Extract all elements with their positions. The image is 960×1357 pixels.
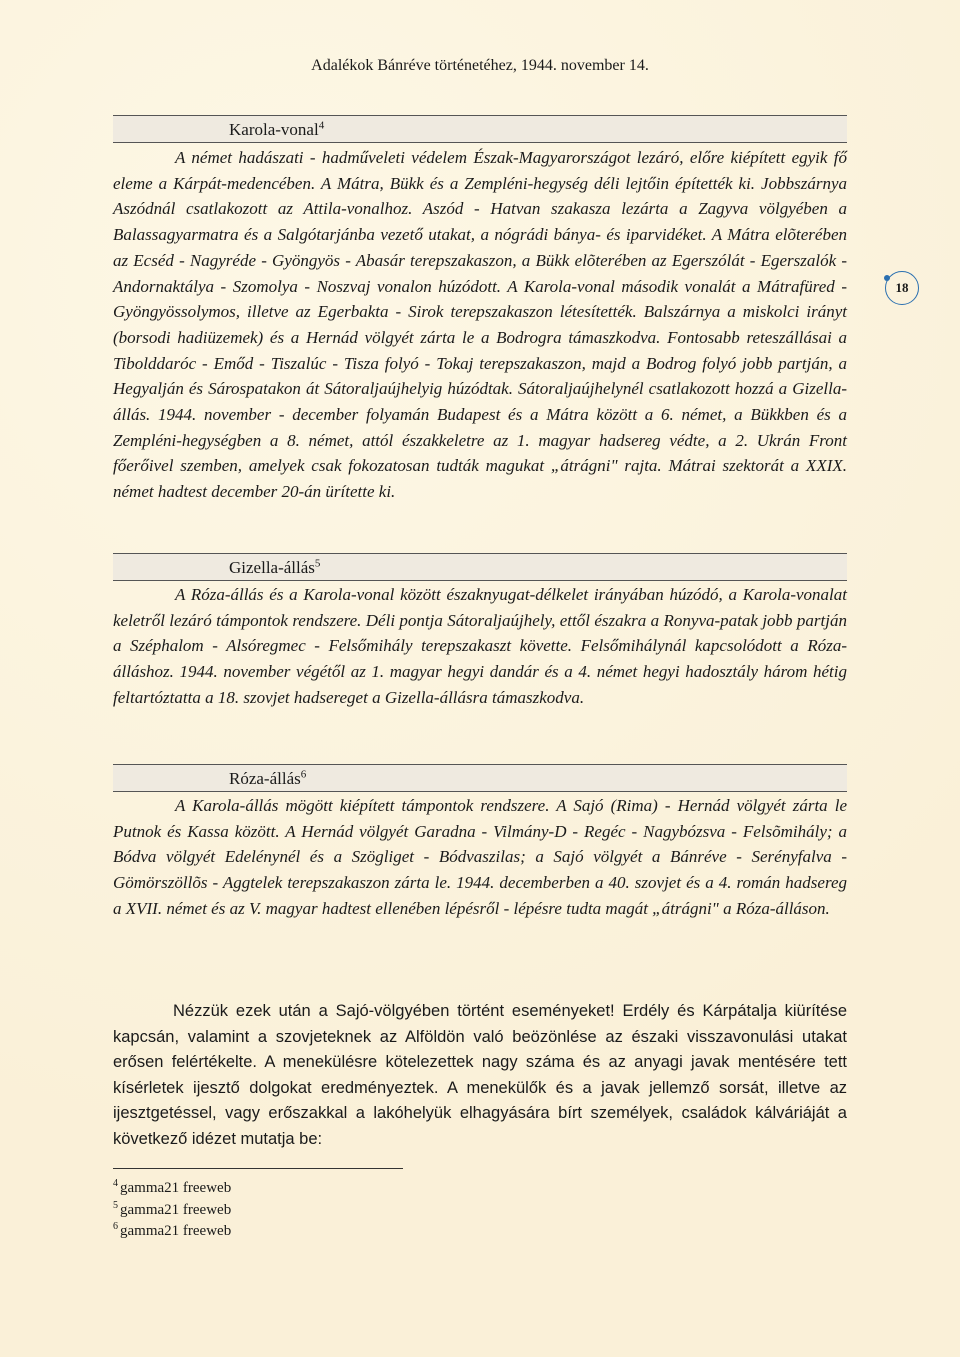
page-number-badge	[885, 271, 919, 305]
page-number: 18	[895, 280, 909, 295]
footnotes	[113, 1178, 231, 1243]
footnote-item	[113, 1178, 231, 1200]
section-heading-gizella	[113, 553, 847, 581]
section-body-roza	[113, 793, 847, 922]
footnote-ref: 4	[318, 119, 325, 132]
section-paragraph: A Karola-állás mögött kiépített támpontok rendszere. A Sajó (Rima) - Hernád völgyét zárta le Putnok és Kassa között. A Hernád völgyét Garadna - Vilmány-D - Regéc - Nagybózsva - Felsõmihály; a Bódva völgyét Edelénynél és a Szögliget - Bódvaszilas; a Sajó völgyét a Bánréve - Serényfalva - Gömörszöllõs - Aggtelek terepszakaszon zárta le. 1944. decemberben a 40. szovjet és a 4. román hadsereg a XVII. német és az V. magyar hadtest ellenében lépésről - lépésre tudta magát „átrágni" a Róza-álláson.	[113, 796, 847, 918]
running-header: Adalékok Bánréve történetéhez, 1944. november 14.	[311, 57, 649, 74]
body-paragraph: Nézzük ezek után a Sajó-völgyében történt eseményeket! Erdély és Kárpátalja kiürítése kapcsán, valamint a szovjeteknek az Alföldön való beözönlése az északi visszavonulási utakat erősen felértékelte. A menekülésre kötelezettek nagy száma és az anyagi javak mentésére tett kísérletek ijesztő dolgokat eredményeztek. A menekülők és a javak jellemző sorsát, illetve az ijesztgetéssel, vagy erőszakkal a lakóhelyük elhagyására bírt személyek, családok kálváriáját a következő idézet mutatja be:	[113, 1002, 847, 1148]
footnote-ref: 5	[314, 557, 321, 570]
section-body-gizella	[113, 582, 847, 711]
body-text	[113, 999, 847, 1153]
section-heading-text: Karola-vonal	[229, 120, 319, 139]
footnote-divider	[113, 1168, 403, 1169]
badge-dot-icon	[884, 275, 890, 281]
footnote-item	[113, 1200, 231, 1222]
footnote-text: gamma21 freeweb	[120, 1180, 232, 1196]
footnote-number: 6	[113, 1221, 118, 1232]
section-paragraph: A Róza-állás és a Karola-vonal között északnyugat-délkelet irányában húzódó, a Karola-vonalat keletről lezáró támpontok rendszere. Déli pontja Sátoraljaújhely, ettől északra a Ronyva-patak jobb partján a Széphalom - Alsóregmec - Felsőmihály terepszakaszt követte. Felsőmihálynál kapcsolódott a Róza-álláshoz. 1944. november végétől az 1. magyar hegyi dandár és a 4. német hegyi hadosztály három hétig feltartóztatta a 18. szovjet hadsereget a Gizella-állásra támaszkodva.	[113, 585, 847, 707]
footnote-text: gamma21 freeweb	[120, 1201, 232, 1218]
footnote-number: 4	[113, 1178, 118, 1189]
section-heading-text: Róza-állás	[229, 769, 301, 788]
section-body-karola	[113, 145, 847, 505]
footnote-number: 5	[113, 1199, 118, 1211]
footnote-text: gamma21 freeweb	[120, 1223, 232, 1239]
section-heading-karola	[113, 115, 847, 143]
footnote-item	[113, 1221, 231, 1243]
section-heading-text: Gizella-állás	[229, 558, 315, 577]
section-paragraph: A német hadászati - hadműveleti védelem Észak-Magyarországot lezáró, előre kiépített egyik fő eleme a Kárpát-medencében. A Mátra, Bükk és a Zempléni-hegység déli lejtőin építették ki. Jobbszárnya Aszódnál csatlakozott az Attila-vonalhoz. Aszód - Hatvan szakasza lezárta a Zagyva völgyében a Balassagyarmatra és a Salgótarjánba vezető utakat, a nógrádi bánya- és iparvidéket. A Mátra elõterében az Ecséd - Nagyréde - Gyöngyös - Abasár terepszakaszon, a Bükk elõterében az Egerszólát - Egerszalók - Andornaktálya - Szomolya - Noszvaj vonalon húzódott. A Karola-vonal második vonalát a Mátrafüred - Gyöngyössolymos, illetve az Egerbakta - Sirok terepszakaszon létesítették. Balszárnya a miskolci irányt (borsodi hadiüzemek) és a Hernád völgyét zárta le a Bodrogra támaszkodva. Fontosabb reteszállásai a Tibolddaróc - Emőd - Tiszalúc - Tisza folyó - Tokaj terepszakaszon, majd a Bodrog folyó jobb partján, a Hegyalján és Sárospatakon át Sátoraljaújhelyig húzódtak. Sátoraljaújhelynél csatlakozott hozzá a Gizella-állás. 1944. november - december folyamán Budapest és a Mátra között a 6. német, a Bükkben és a Zempléni-hegységben a 8. német, attól északkeletre az 1. magyar hadsereg védte, a 2. Ukrán Front főerőivel szemben, amelyek csak fokozatosan tudták magukat „átrágni" rajta. Mátrai szektorát a XXIX. német hadtest december 20-án ürítette ki.	[113, 148, 847, 502]
footnote-ref: 6	[300, 768, 307, 781]
section-heading-roza	[113, 764, 847, 792]
